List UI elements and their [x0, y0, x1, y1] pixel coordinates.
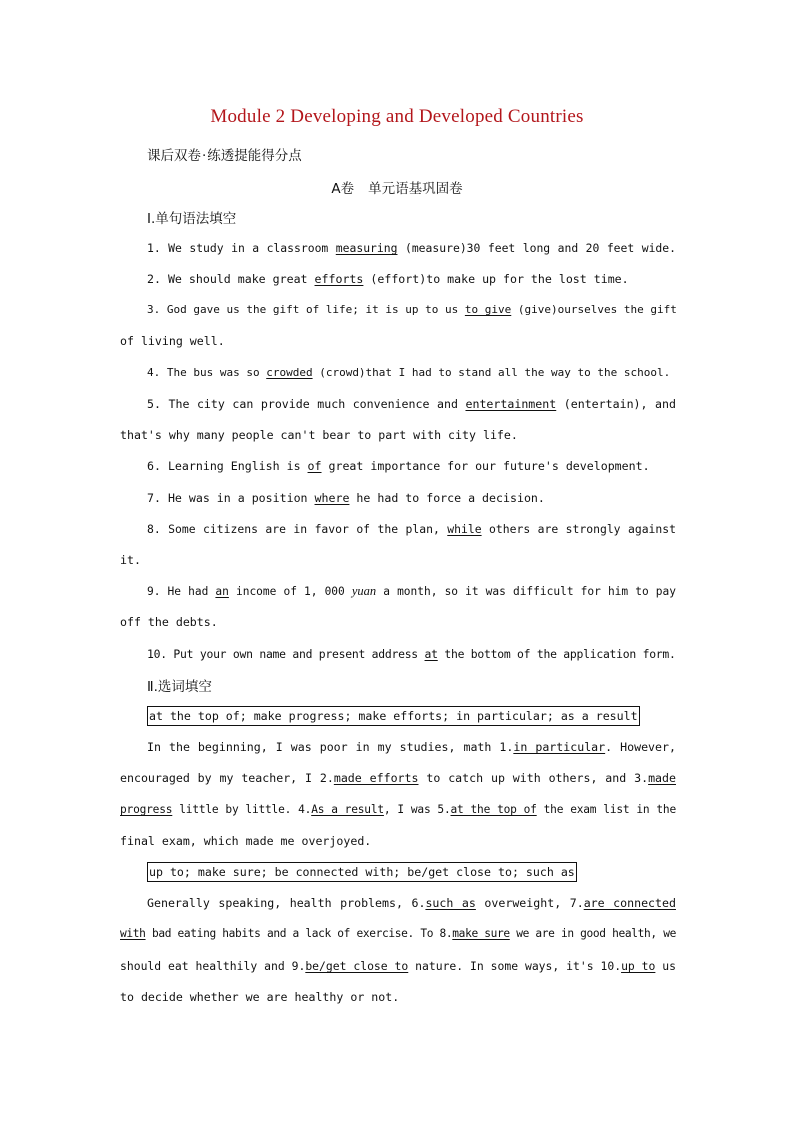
- text-segment: (effort)to make up for the lost time.: [363, 272, 629, 286]
- part1-heading: Ⅰ.单句语法填空: [147, 211, 237, 227]
- section-a-name: 单元语基巩固卷: [368, 181, 463, 197]
- yuan-italic: yuan: [351, 584, 377, 598]
- word-box-2: up to; make sure; be connected with; be/get close to; such as: [147, 862, 577, 882]
- question-10: [147, 644, 676, 664]
- answer-1: measuring: [335, 241, 398, 255]
- passage2-line4: to decide whether we are healthy or not.: [120, 990, 400, 1004]
- section-a-heading: [0, 177, 794, 197]
- text-segment: 10. Put your own name and present address: [147, 647, 425, 661]
- text-segment: 5. The city can provide much convenience and: [147, 397, 466, 411]
- blank-1: in particular: [513, 740, 606, 754]
- text-segment: 8. Some citizens are in favor of the plan,: [147, 522, 448, 536]
- text-segment: 3. God gave us the gift of life; it is up to us: [147, 303, 465, 316]
- text-segment: great importance for our future's development.: [321, 459, 650, 473]
- answer-6: of: [307, 459, 322, 473]
- answer-9: an: [215, 585, 229, 598]
- text-segment: we are in good health, we: [509, 927, 676, 940]
- text-segment: income of 1, 000: [228, 585, 352, 598]
- answer-4: crowded: [266, 366, 313, 379]
- text-segment: (give)ourselves the gift: [511, 303, 677, 316]
- text-segment: others are strongly against: [481, 522, 676, 536]
- passage2-line3: [120, 956, 676, 976]
- question-8: [147, 519, 676, 539]
- blank-8: make sure: [452, 927, 510, 940]
- text-segment: should eat healthily and 9.: [120, 959, 306, 973]
- blank-7b: with: [120, 927, 146, 940]
- answer-2: efforts: [314, 272, 364, 286]
- text-segment: 6. Learning English is: [147, 459, 308, 473]
- answer-5: entertainment: [465, 397, 557, 411]
- answer-10: at: [424, 647, 438, 661]
- answer-3: to give: [464, 303, 512, 316]
- blank-3b: progress: [120, 803, 173, 816]
- blank-7a: are connected: [583, 896, 676, 910]
- text-segment: 2. We should make great: [147, 272, 315, 286]
- text-segment: (crowd)that I had to stand all the way to the school.: [312, 366, 671, 379]
- word-box-1: at the top of; make progress; make efforts; in particular; as a result: [147, 706, 640, 726]
- text-segment: the exam list in the: [536, 803, 677, 816]
- question-8-cont: it.: [120, 553, 141, 567]
- text-segment: he had to force a decision.: [349, 491, 545, 505]
- question-9-cont: off the debts.: [120, 615, 218, 629]
- text-segment: , I was 5.: [383, 803, 451, 816]
- question-1: [147, 238, 676, 258]
- text-segment: the bottom of the application form.: [437, 647, 676, 661]
- subtitle-dot: ·: [202, 148, 207, 164]
- answer-7: where: [314, 491, 350, 505]
- text-segment: In the beginning, I was poor in my studies, math 1.: [147, 740, 514, 754]
- subtitle-right: 练透提能得分点: [207, 148, 302, 164]
- text-segment: little by little. 4.: [172, 803, 312, 816]
- passage1-line2: [120, 768, 676, 788]
- passage1-line3: [120, 800, 676, 820]
- passage2-line2: [120, 924, 676, 944]
- text-segment: nature. In some ways, it's 10.: [408, 959, 622, 973]
- text-segment: 4. The bus was so: [147, 366, 267, 379]
- answer-8: while: [447, 522, 482, 536]
- blank-4: As a result: [311, 803, 384, 816]
- blank-6: such as: [425, 896, 476, 910]
- text-segment: encouraged by my teacher, I 2.: [120, 771, 334, 785]
- passage1-line1: [147, 737, 676, 757]
- question-5: [147, 394, 676, 414]
- text-segment: to catch up with others, and 3.: [418, 771, 649, 785]
- question-4: [147, 363, 676, 383]
- text-segment: 9. He had: [147, 585, 216, 598]
- text-segment: a month, so it was difficult for him to pay: [376, 585, 676, 598]
- passage1-line4: final exam, which made me overjoyed.: [120, 834, 372, 848]
- blank-10: up to: [621, 959, 656, 973]
- question-3: [147, 300, 676, 320]
- text-segment: 1. We study in a classroom: [147, 241, 336, 255]
- text-segment: 7. He was in a position: [147, 491, 315, 505]
- section-a-label: A卷: [331, 181, 355, 197]
- blank-2: made efforts: [333, 771, 419, 785]
- question-2: [147, 269, 676, 289]
- question-3-cont: of living well.: [120, 334, 225, 348]
- text-segment: overweight, 7.: [475, 896, 584, 910]
- text-segment: (entertain), and: [556, 397, 676, 411]
- subtitle-left: 课后双卷: [147, 148, 201, 164]
- question-7: [147, 488, 676, 508]
- subtitle: [147, 144, 302, 164]
- question-5-cont: that's why many people can't bear to part with city life.: [120, 428, 518, 442]
- text-segment: us: [655, 959, 676, 973]
- question-6: [147, 456, 676, 476]
- blank-3a: made: [648, 771, 676, 785]
- text-segment: . However,: [605, 740, 676, 754]
- blank-9: be/get close to: [305, 959, 409, 973]
- text-segment: (measure)30 feet long and 20 feet wide.: [397, 241, 676, 255]
- text-segment: Generally speaking, health problems, 6.: [147, 896, 426, 910]
- blank-5: at the top of: [450, 803, 537, 816]
- text-segment: bad eating habits and a lack of exercise. To 8.: [145, 927, 453, 940]
- part2-heading: Ⅱ.选词填空: [147, 679, 212, 695]
- question-9: [147, 581, 676, 601]
- page-title: Module 2 Developing and Developed Countries: [210, 106, 584, 127]
- passage2-line1: [147, 893, 676, 913]
